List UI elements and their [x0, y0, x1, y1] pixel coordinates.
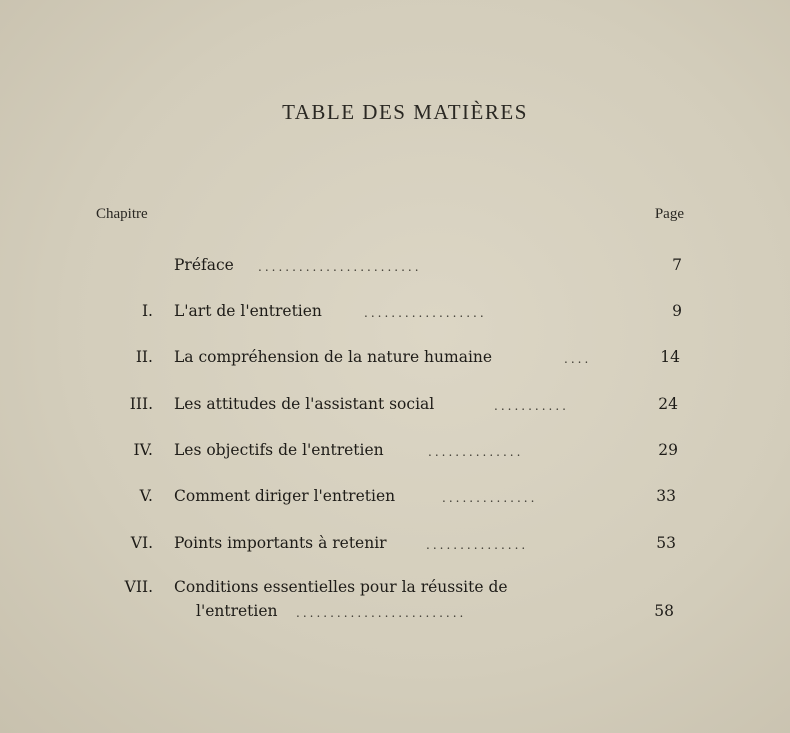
chapter-number: II. — [135, 348, 153, 366]
page-number: 14 — [660, 348, 680, 366]
chapter-number: IV. — [133, 441, 153, 459]
leader-dots: ............... — [426, 538, 529, 552]
chapter-title: Les attitudes de l'assistant social — [174, 395, 435, 413]
chapter-title-continued: l'entretien — [196, 602, 278, 620]
toc-entry — [0, 534, 790, 558]
toc-entry — [0, 441, 790, 465]
chapter-title: L'art de l'entretien — [174, 302, 322, 320]
toc-entry — [0, 348, 790, 372]
leader-dots: .... — [564, 352, 592, 366]
page-number: 7 — [672, 256, 682, 274]
page-number: 24 — [658, 395, 678, 413]
page-number: 58 — [654, 602, 674, 620]
chapter-number: VI. — [130, 534, 153, 552]
column-header-chapter: Chapitre — [96, 206, 148, 222]
page-number: 53 — [656, 534, 676, 552]
leader-dots: .............. — [442, 491, 538, 505]
toc-entry — [0, 487, 790, 511]
chapter-title: Comment diriger l'entretien — [174, 487, 396, 505]
column-header-page: Page — [654, 206, 684, 222]
toc-entry — [0, 578, 790, 628]
chapter-number: I. — [141, 302, 153, 320]
chapter-title: Les objectifs de l'entretien — [174, 441, 384, 459]
leader-dots: ........................ — [258, 260, 422, 274]
page-number: 9 — [672, 302, 682, 320]
toc-entry — [0, 256, 790, 280]
leader-dots: .............. — [428, 445, 524, 459]
chapter-number: III. — [129, 395, 153, 413]
toc-entry — [0, 302, 790, 326]
page-number: 29 — [658, 441, 678, 459]
chapter-title: Conditions essentielles pour la réussite de — [174, 578, 508, 596]
leader-dots: .................. — [364, 306, 487, 320]
leader-dots: ......................... — [296, 606, 467, 620]
toc-entry — [0, 395, 790, 419]
chapter-number: V. — [139, 487, 153, 505]
chapter-number: VII. — [124, 578, 153, 596]
chapter-title: La compréhension de la nature humaine — [174, 348, 493, 366]
chapter-title: Points importants à retenir — [174, 534, 387, 552]
page-number: 33 — [656, 487, 676, 505]
leader-dots: ........... — [494, 399, 569, 413]
page-title: TABLE DES MATIÈRES — [282, 100, 528, 124]
chapter-title: Préface — [174, 256, 234, 274]
